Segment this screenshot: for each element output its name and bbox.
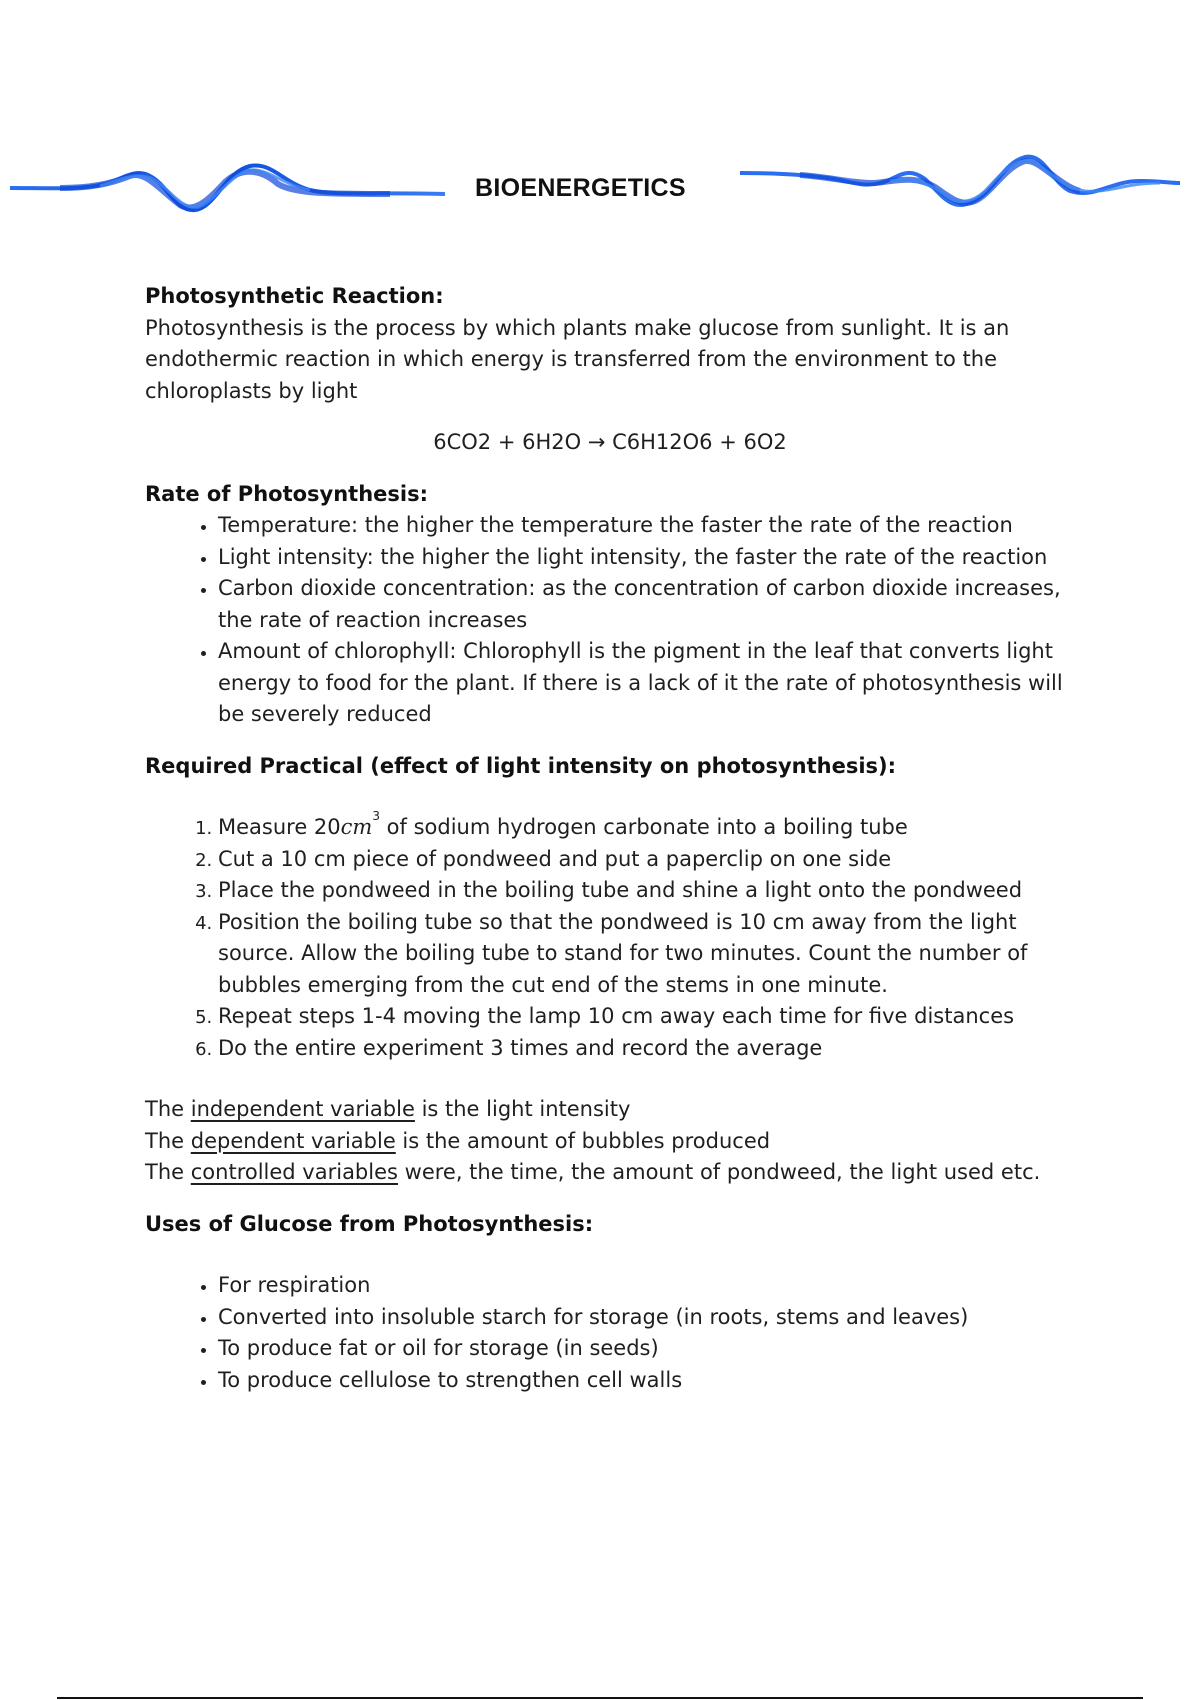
list-item: 3. Place the pondweed in the boiling tube and shine a light onto the pondweed bbox=[218, 875, 1065, 907]
independent-variable-rest: is the light intensity bbox=[414, 1097, 631, 1121]
photosynthesis-description: Photosynthesis is the process by which plants make glucose from sunlight. It is an endothermic reaction in which energy is transferred from the environment to the chloroplasts by light bbox=[145, 315, 1010, 403]
list-item: • To produce fat or oil for storage (in seeds) bbox=[218, 1333, 1065, 1365]
page-title: BIOENERGETICS bbox=[475, 174, 686, 202]
step1-prefix: Measure 20 bbox=[218, 815, 341, 839]
page-header bbox=[0, 130, 1200, 230]
list-item: • Converted into insoluble starch for storage (in roots, stems and leaves) bbox=[218, 1302, 1065, 1334]
section-heading-rate: Rate of Photosynthesis: bbox=[145, 481, 429, 506]
list-item: • Temperature: the higher the temperature the faster the rate of the reaction bbox=[218, 510, 1065, 542]
controlled-variables-term: controlled variables bbox=[190, 1160, 398, 1184]
document-body bbox=[145, 281, 1065, 1396]
word-the: The bbox=[145, 1160, 185, 1184]
footer-divider bbox=[57, 1697, 1143, 1699]
list-item: 2. Cut a 10 cm piece of pondweed and put a paperclip on one side bbox=[218, 844, 1065, 876]
list-item bbox=[218, 809, 1065, 844]
list-item: 5. Repeat steps 1-4 moving the lamp 10 cm away each time for five distances bbox=[218, 1001, 1065, 1033]
section-heading-practical: Required Practical (effect of light intensity on photosynthesis): bbox=[145, 753, 897, 778]
list-item: 6. Do the entire experiment 3 times and record the average bbox=[218, 1033, 1065, 1065]
independent-variable-line bbox=[145, 1094, 1065, 1126]
list-item: • To produce cellulose to strengthen cell walls bbox=[218, 1365, 1065, 1397]
dependent-variable-rest: is the amount of bubbles produced bbox=[395, 1128, 771, 1153]
practical-steps-list bbox=[145, 809, 1065, 1064]
list-item: • Light intensity: the higher the light intensity, the faster the rate of the reaction bbox=[218, 542, 1065, 574]
list-item: • For respiration bbox=[218, 1270, 1065, 1302]
section-heading-glucose: Uses of Glucose from Photosynthesis: bbox=[145, 1211, 594, 1236]
controlled-variables-line bbox=[145, 1157, 1065, 1189]
controlled-variables-rest: were, the time, the amount of pondweed, the light used etc. bbox=[397, 1160, 1041, 1184]
word-the: The bbox=[145, 1097, 185, 1121]
wave-decoration-left-icon bbox=[10, 150, 445, 220]
step1-suffix: of sodium hydrogen carbonate into a boiling tube bbox=[379, 815, 908, 839]
wave-decoration-right-icon bbox=[740, 145, 1180, 215]
step1-unit: cm bbox=[340, 815, 373, 839]
independent-variable-term: independent variable bbox=[190, 1097, 415, 1121]
rate-factors-list bbox=[145, 510, 1065, 731]
photosynthesis-equation: 6CO2 + 6H2O → C6H12O6 + 6O2 bbox=[433, 430, 787, 454]
dependent-variable-term: dependent variable bbox=[190, 1128, 396, 1153]
step1-exponent: 3 bbox=[372, 809, 380, 823]
list-item: 4. Position the boiling tube so that the pondweed is 10 cm away from the light source. Allow the boiling tube to stand for two minutes. Count the number of bubbles emerging from the cut end of the stems in one minute. bbox=[218, 907, 1065, 1002]
word-the: The bbox=[145, 1128, 185, 1153]
list-item: • Carbon dioxide concentration: as the concentration of carbon dioxide increases, the rate of reaction increases bbox=[218, 573, 1065, 636]
section-heading-photosynthetic-reaction: Photosynthetic Reaction: bbox=[145, 284, 444, 308]
list-item: • Amount of chlorophyll: Chlorophyll is the pigment in the leaf that converts light energy to food for the plant. If there is a lack of it the rate of photosynthesis will be severely reduced bbox=[218, 636, 1065, 731]
dependent-variable-line bbox=[145, 1126, 1065, 1158]
glucose-uses-list bbox=[145, 1270, 1065, 1396]
